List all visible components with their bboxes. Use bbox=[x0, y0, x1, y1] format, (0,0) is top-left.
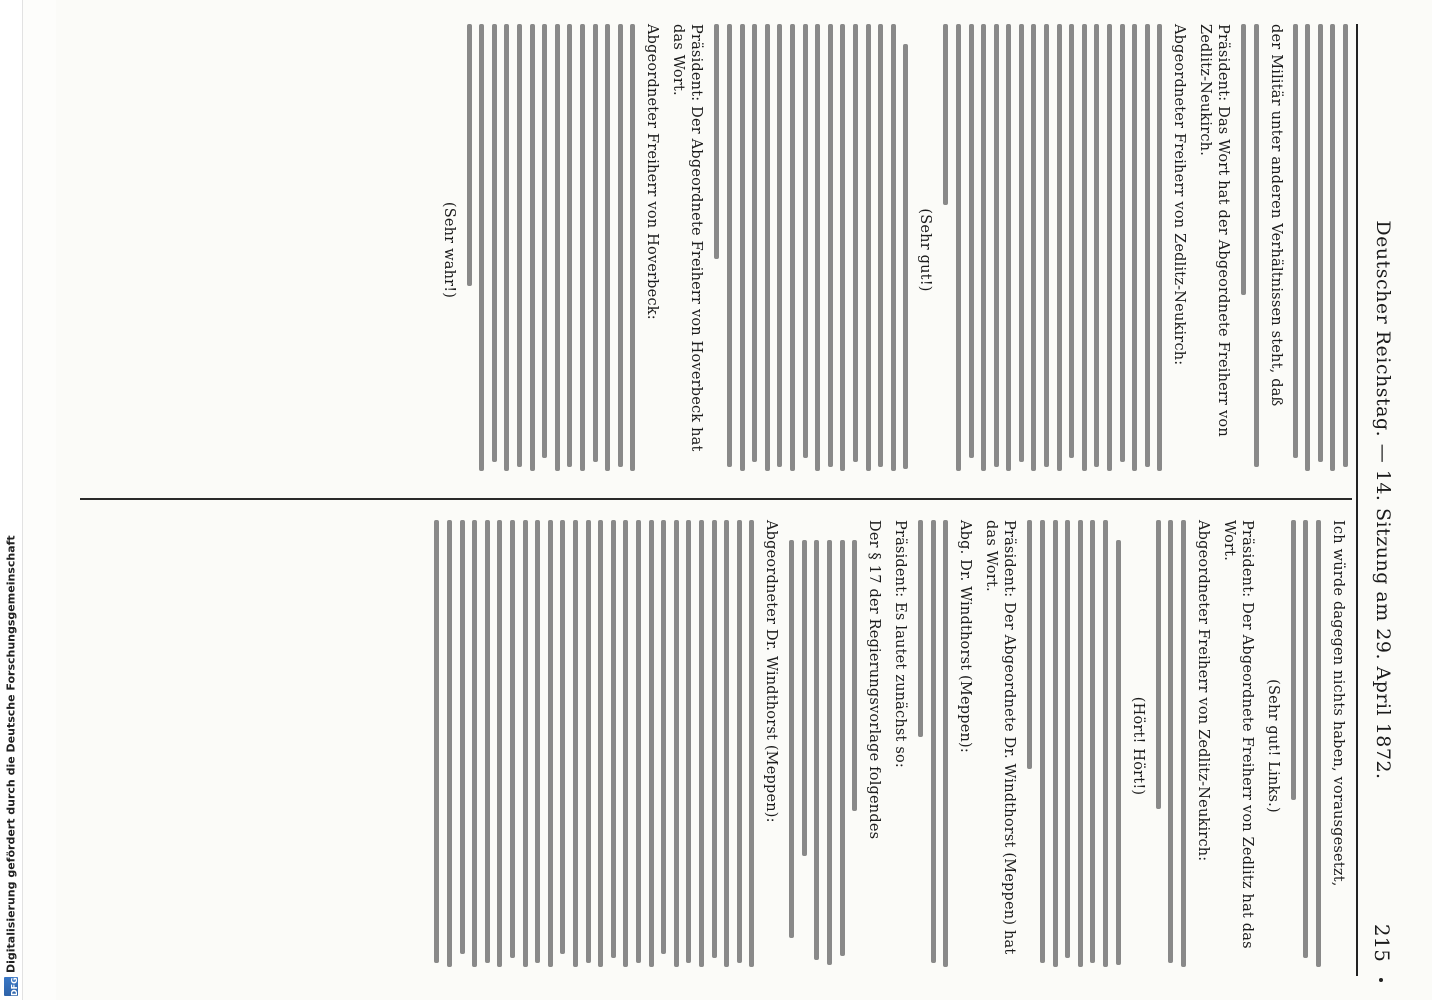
right-paragraph-1 bbox=[1291, 520, 1321, 972]
right-paragraph-3 bbox=[1027, 520, 1120, 972]
left-text-continuation: der Militär unter anderen Verhältnissen steht, daß bbox=[1268, 24, 1285, 407]
column-divider bbox=[80, 498, 1352, 500]
digitization-sidebar bbox=[0, 0, 23, 1000]
left-paragraph-3 bbox=[714, 24, 908, 476]
right-interjection-2: (Hört! Hört!) bbox=[1129, 696, 1146, 796]
right-speaker-president-3: Präsident: Es lautet zunächst so: bbox=[892, 520, 909, 768]
right-speaker-zedlitz: Abgeordneter Freiherr von Zedlitz-Neukirch: bbox=[1194, 520, 1211, 862]
left-speaker-president-2: Präsident: Der Abgeordnete Freiherr von Hoverbeck hat das Wort. bbox=[670, 24, 705, 452]
credit-text: Digitalisierung gefördert durch die Deutsche Forschungsgemeinschaft bbox=[4, 535, 18, 974]
left-speaker-zedlitz: Abgeordneter Freiherr von Zedlitz-Neukirch: bbox=[1171, 24, 1188, 366]
right-paragraph-reference: Der § 17 der Regierungsvorlage folgendes bbox=[866, 520, 883, 840]
right-paragraph-5 bbox=[434, 520, 754, 972]
right-speaker-windthorst-2: Abgeordneter Dr. Windthorst (Meppen): bbox=[763, 520, 780, 823]
header-title: Deutscher Reichstag. — 14. Sitzung am 29. April 1872. bbox=[1372, 220, 1394, 780]
rotated-print-page bbox=[56, 0, 1432, 1000]
left-interjection-1: (Sehr gut!) bbox=[917, 208, 934, 292]
right-interjection-1: (Sehr gut! Links.) bbox=[1264, 679, 1281, 813]
left-speaker-president-1: Präsident: Das Wort hat der Abgeordnete Freiherr von Zedlitz-Neukirch. bbox=[1197, 24, 1232, 437]
dfg-logo: DFG bbox=[4, 977, 18, 996]
left-column bbox=[432, 24, 1348, 476]
running-header bbox=[1358, 24, 1432, 976]
page-number: 215 bbox=[1370, 923, 1394, 962]
right-column bbox=[425, 520, 1348, 972]
right-speaker-windthorst-1: Abg. Dr. Windthorst (Meppen): bbox=[957, 520, 974, 753]
digitization-credit bbox=[1, 535, 21, 996]
dust-speck bbox=[1379, 978, 1383, 982]
right-speaker-president-1: Präsident: Der Abgeordnete Freiherr von Zedlitz hat das Wort. bbox=[1220, 520, 1255, 949]
left-paragraph-1 bbox=[1241, 24, 1348, 476]
right-paragraph-2 bbox=[1156, 520, 1186, 972]
left-paragraph-2 bbox=[943, 24, 1162, 476]
left-interjection-2: (Sehr wahr!) bbox=[440, 201, 457, 299]
header-rule bbox=[1356, 24, 1358, 976]
left-paragraph-4 bbox=[467, 24, 636, 476]
left-speaker-hoverbeck: Abgeordneter Freiherr von Hoverbeck: bbox=[644, 24, 661, 320]
right-quoted-clause bbox=[789, 520, 857, 972]
right-text-opening: Ich würde dagegen nichts haben, vorausgesetzt, bbox=[1330, 520, 1346, 887]
right-speaker-president-2: Präsident: Der Abgeordnete Dr. Windthorst (Meppen) hat das Wort. bbox=[983, 520, 1018, 955]
right-paragraph-4 bbox=[918, 520, 948, 972]
